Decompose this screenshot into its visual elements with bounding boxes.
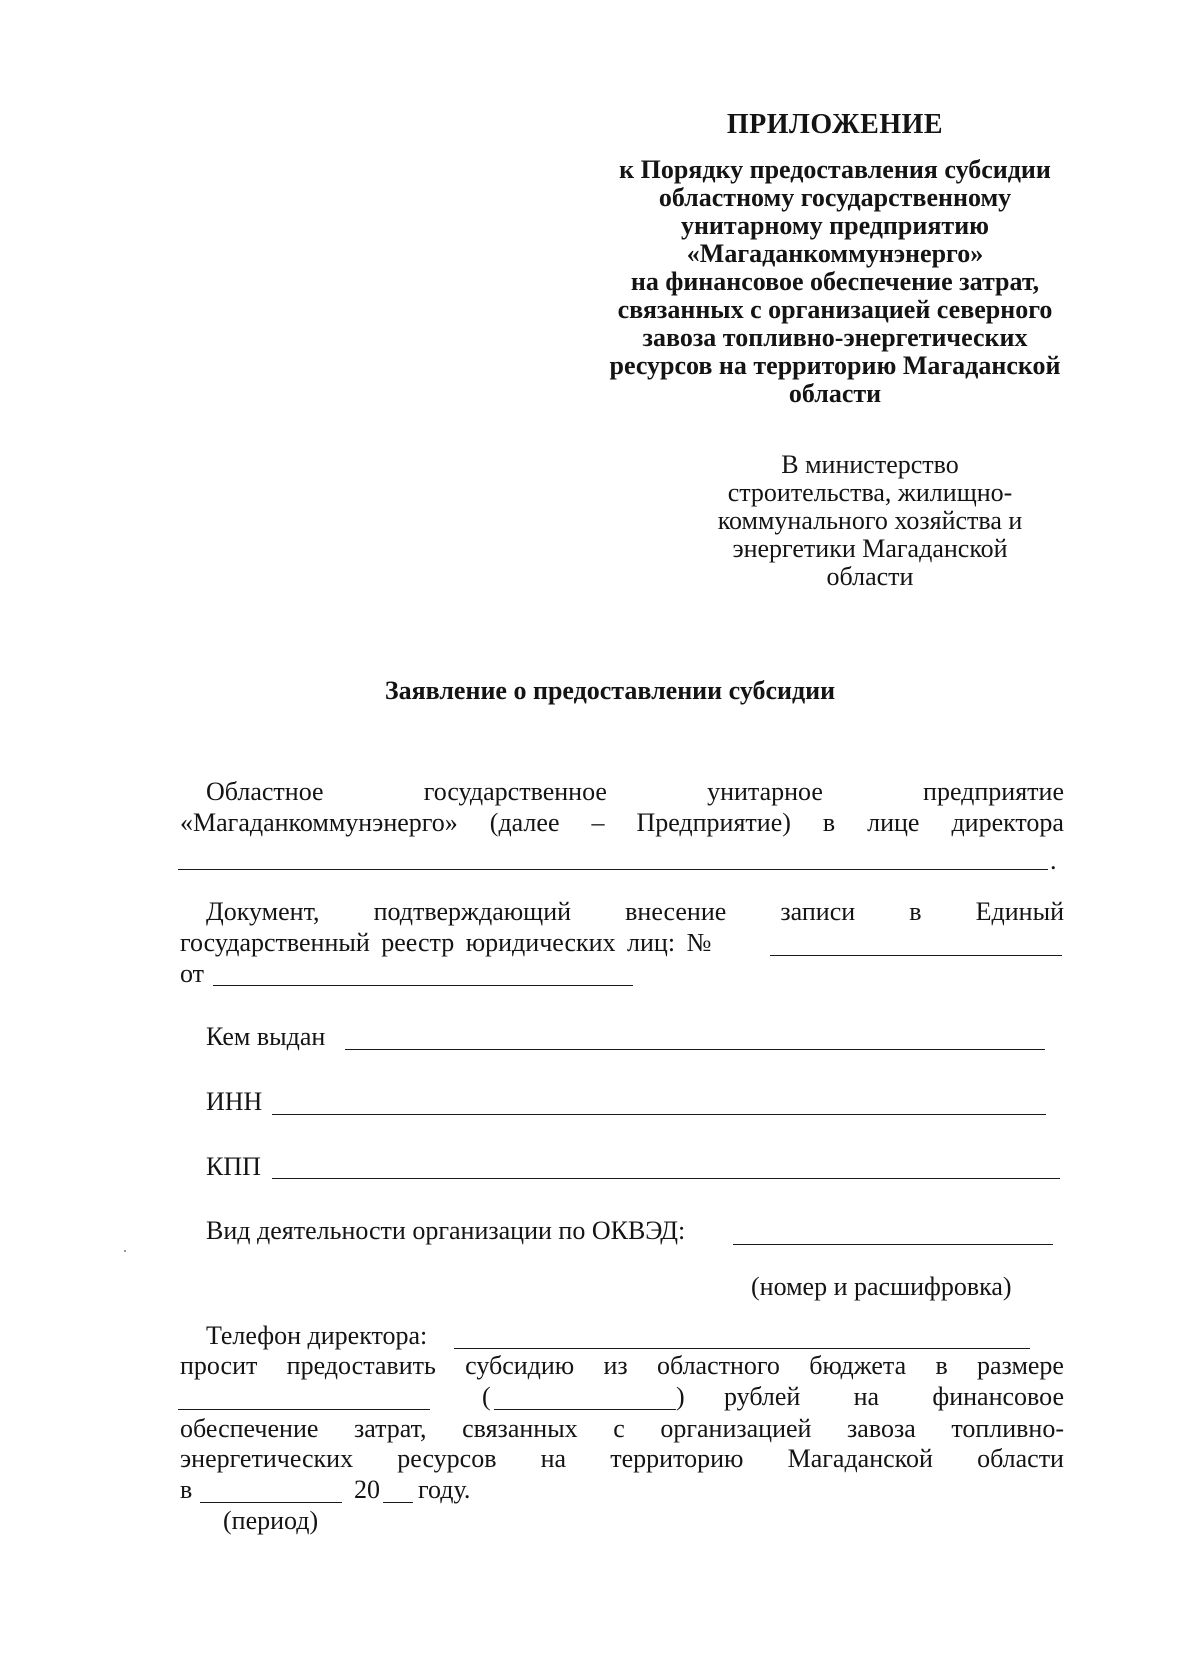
- annex-line: области: [788, 379, 882, 408]
- para2-line2: государственный реестр юридических лиц: №: [180, 928, 712, 957]
- annex-line: на финансовое обеспечение затрат,: [630, 267, 1040, 296]
- addressee-block: [705, 451, 1035, 591]
- year-blank[interactable]: [383, 1502, 413, 1503]
- annex-line: ресурсов на территорию Магаданской: [609, 351, 1061, 380]
- annex-line: «Магаданкоммунэнерго»: [686, 239, 984, 268]
- word: предоставить: [286, 1351, 436, 1380]
- word: унитарное: [707, 777, 823, 806]
- request-line3: [180, 1414, 1064, 1444]
- registry-number-blank[interactable]: [770, 955, 1062, 956]
- scan-speck: [124, 1250, 126, 1252]
- word: –: [591, 808, 605, 837]
- word: размере: [977, 1351, 1064, 1380]
- word: рублей: [724, 1382, 801, 1411]
- word: директора: [951, 808, 1064, 837]
- word: в: [822, 808, 836, 837]
- registry-date-blank[interactable]: [213, 985, 633, 986]
- issued-by-label: Кем выдан: [206, 1022, 326, 1051]
- addressee-line: коммунального хозяйства и: [717, 506, 1023, 535]
- amount-words-blank[interactable]: [494, 1409, 676, 1410]
- word: Единый: [975, 897, 1064, 926]
- word: Предприятие): [636, 808, 791, 837]
- word: внесение: [625, 897, 727, 926]
- request-in: в: [180, 1475, 193, 1504]
- year-suffix: году.: [418, 1475, 471, 1504]
- word: затрат,: [353, 1414, 427, 1443]
- inn-label: ИНН: [206, 1087, 263, 1116]
- year-prefix: 20: [354, 1475, 380, 1504]
- word: из: [603, 1351, 628, 1380]
- document-title: Заявление о предоставлении субсидии: [384, 676, 836, 705]
- issued-by-blank[interactable]: [345, 1049, 1045, 1050]
- word: областного: [656, 1351, 780, 1380]
- director-name-blank[interactable]: [178, 869, 1048, 870]
- word: Областное: [206, 777, 324, 806]
- para1-line1: [206, 777, 1064, 807]
- word: с: [613, 1414, 625, 1443]
- kpp-blank[interactable]: [272, 1178, 1060, 1179]
- word: обеспечение: [180, 1414, 319, 1443]
- okved-hint: (номер и расшифровка): [751, 1272, 1012, 1301]
- word: области: [977, 1444, 1064, 1473]
- addressee-line: энергетики Магаданской: [732, 534, 1008, 563]
- word: бюджета: [809, 1351, 907, 1380]
- para1-end: .: [1050, 846, 1057, 875]
- addressee-line: строительства, жилищно-: [727, 478, 1013, 507]
- word: финансовое: [932, 1382, 1064, 1411]
- word: Магаданской: [787, 1444, 933, 1473]
- request-line2: [724, 1382, 1064, 1412]
- word: территорию: [610, 1444, 744, 1473]
- addressee-line: области: [826, 562, 914, 591]
- paren-close: ): [676, 1382, 685, 1411]
- kpp-label: КПП: [206, 1152, 261, 1181]
- phone-label: Телефон директора:: [206, 1321, 428, 1350]
- word: (далее: [489, 808, 560, 837]
- period-blank[interactable]: [200, 1502, 342, 1503]
- word: подтверждающий: [373, 897, 572, 926]
- addressee-line: В министерство: [781, 450, 959, 479]
- request-line4: [180, 1444, 1064, 1474]
- annex-title: ПРИЛОЖЕНИЕ: [726, 109, 944, 140]
- para1-line2: [180, 808, 1064, 838]
- word: лице: [867, 808, 920, 837]
- word: государственное: [423, 777, 607, 806]
- word: Документ,: [206, 897, 320, 926]
- word: на: [540, 1444, 567, 1473]
- paren-open: (: [482, 1382, 491, 1411]
- word: предприятие: [923, 777, 1064, 806]
- word: завоза: [847, 1414, 916, 1443]
- annex-line: областному государственному: [658, 183, 1012, 212]
- word: организацией: [660, 1414, 812, 1443]
- para2-line3: от: [180, 959, 205, 988]
- word: «Магаданкоммунэнерго»: [180, 808, 458, 837]
- word: просит: [180, 1351, 258, 1380]
- word: в: [909, 897, 922, 926]
- word: ресурсов: [397, 1444, 497, 1473]
- period-hint: (период): [223, 1506, 319, 1535]
- annex-line: унитарному предприятию: [680, 211, 990, 240]
- request-line1: [180, 1351, 1064, 1381]
- okved-blank[interactable]: [733, 1244, 1053, 1245]
- word: записи: [780, 897, 856, 926]
- inn-blank[interactable]: [272, 1114, 1046, 1115]
- annex-line: завоза топливно-энергетических: [642, 323, 1028, 352]
- annex-line: к Порядку предоставления субсидии: [619, 155, 1051, 184]
- amount-digits-blank[interactable]: [178, 1409, 430, 1410]
- word: субсидию: [465, 1351, 575, 1380]
- word: энергетических: [180, 1444, 354, 1473]
- word: связанных: [462, 1414, 578, 1443]
- annex-subtitle: [575, 156, 1095, 408]
- phone-blank[interactable]: [454, 1348, 1030, 1349]
- para2-line1: [206, 897, 1064, 927]
- word: в: [935, 1351, 948, 1380]
- word: топливно-: [951, 1414, 1064, 1443]
- word: на: [853, 1382, 880, 1411]
- annex-line: связанных с организацией северного: [617, 295, 1053, 324]
- okved-label: Вид деятельности организации по ОКВЭД:: [206, 1216, 686, 1245]
